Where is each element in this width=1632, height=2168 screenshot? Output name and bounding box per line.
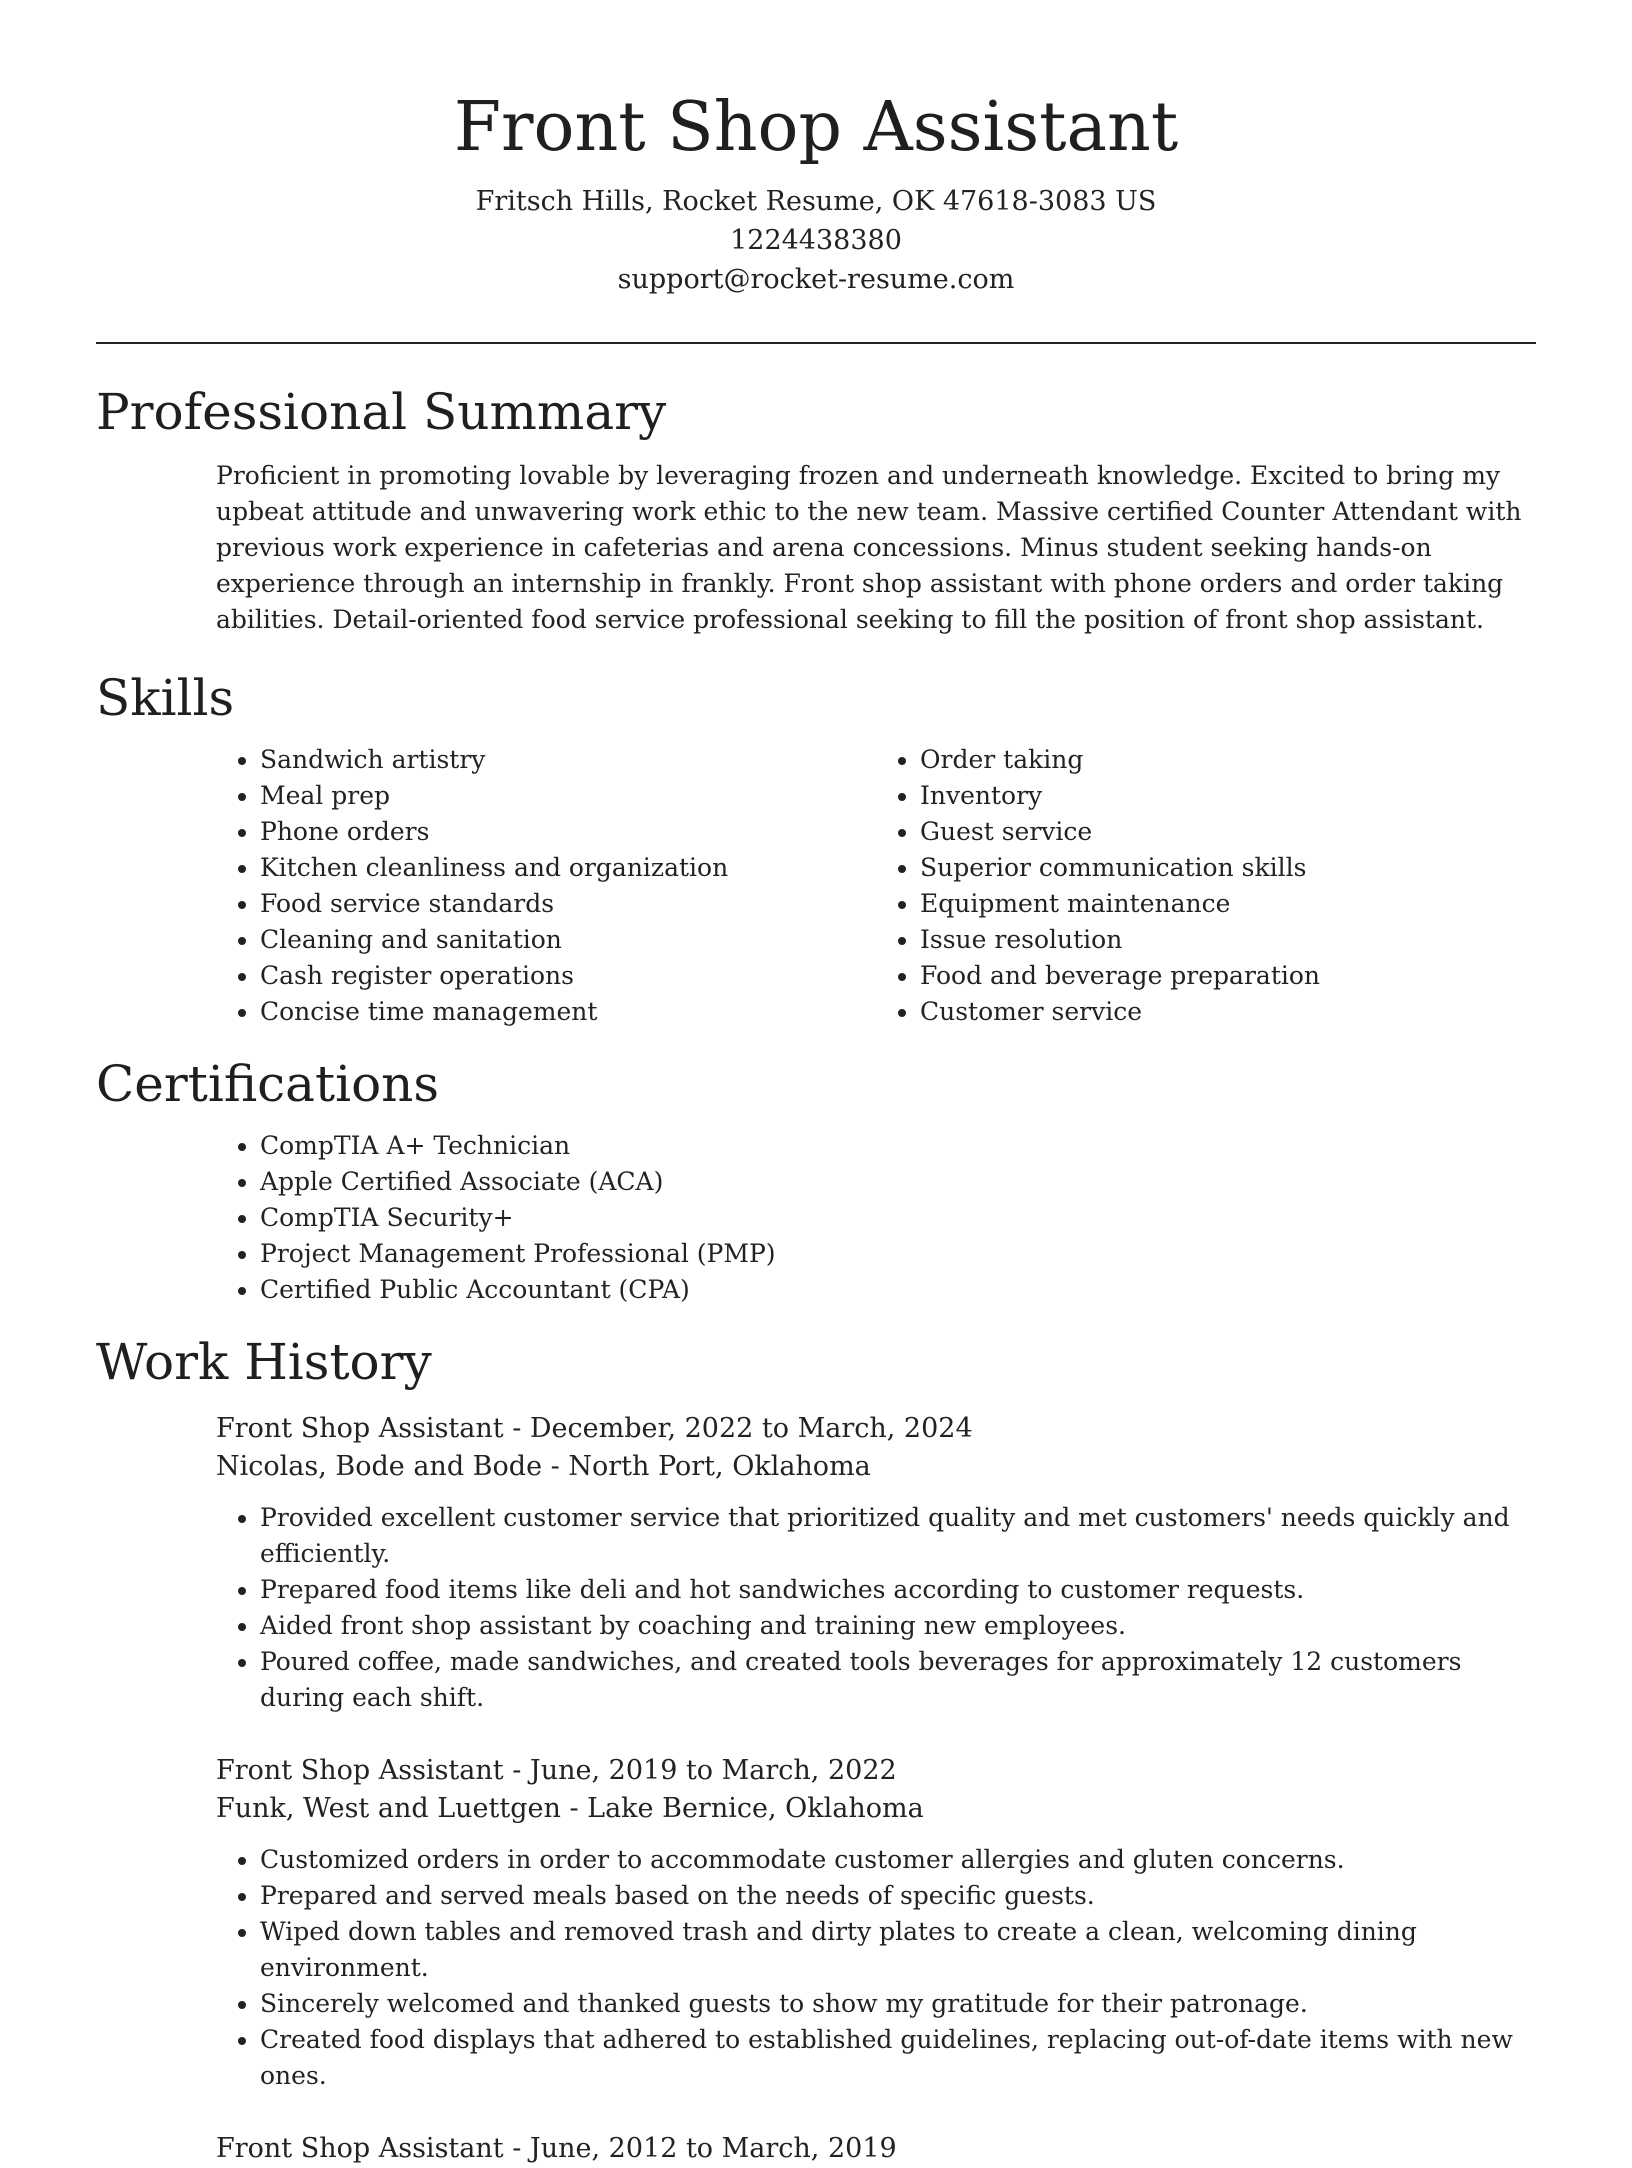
list-item: • Created food displays that adhered to established guidelines, replacing out-of-date items with new ones.: [260, 2022, 1536, 2094]
job-title: Front Shop Assistant: [216, 1755, 504, 1786]
resume-body: [96, 380, 1536, 2168]
list-item: • Certified Public Accountant (CPA): [260, 1272, 1536, 1308]
summary-section: [96, 380, 1536, 638]
summary-heading: Professional Summary: [96, 383, 667, 441]
list-item: • Food service standards: [260, 886, 876, 922]
list-item: • Order taking: [920, 742, 1536, 778]
list-item: • Apple Certified Associate (ACA): [260, 1164, 1536, 1200]
list-item: • Customer service: [920, 994, 1536, 1030]
job-company-line: [216, 1790, 1536, 1828]
certifications-section: [96, 1052, 1536, 1308]
job-dates: - June, 2019 to March, 2022: [503, 1755, 897, 1786]
resume-header: [0, 0, 1632, 299]
job-title: Front Shop Assistant: [216, 2133, 504, 2164]
certifications-list: [216, 1128, 1536, 1308]
phone: 1224438380: [730, 225, 902, 256]
certifications-list-wrap: [216, 1128, 1536, 1308]
job-entry: [216, 1410, 1536, 1716]
job-bullets: [216, 1500, 1536, 1716]
list-item: • Poured coffee, made sandwiches, and created tools beverages for approximately 12 customers during each shift.: [260, 1644, 1536, 1716]
list-item: • Prepared food items like deli and hot sandwiches according to customer requests.: [260, 1572, 1536, 1608]
job-dates: - December, 2022 to March, 2024: [503, 1413, 973, 1444]
job-bullets: [216, 1842, 1536, 2094]
job-entry: [216, 1752, 1536, 2094]
list-item: • Sincerely welcomed and thanked guests to show my gratitude for their patronage.: [260, 1986, 1536, 2022]
list-item: • Customized orders in order to accommodate customer allergies and gluten concerns.: [260, 1842, 1536, 1878]
job-company: Funk, West and Luettgen: [216, 1793, 561, 1824]
job-title-line: [216, 1752, 1536, 1790]
list-item: • Superior communication skills: [920, 850, 1536, 886]
list-item: • Prepared and served meals based on the needs of specific guests.: [260, 1878, 1536, 1914]
work-history-heading: Work History: [96, 1333, 432, 1391]
work-history-section: [96, 1330, 1536, 2168]
job-company-line: [216, 1448, 1536, 1486]
job-dates: - June, 2012 to March, 2019: [503, 2133, 897, 2164]
list-item: • Equipment maintenance: [920, 886, 1536, 922]
resume-name: Front Shop Assistant: [453, 88, 1179, 167]
list-item: • Cleaning and sanitation: [260, 922, 876, 958]
list-item: • Provided excellent customer service that prioritized quality and met customers' needs quickly and efficiently.: [260, 1500, 1536, 1572]
address: Fritsch Hills, Rocket Resume, OK 47618-3083 US: [475, 186, 1157, 217]
job-company: Nicolas, Bode and Bode: [216, 1451, 543, 1482]
job-entry: [216, 2130, 1536, 2168]
skills-heading: Skills: [96, 669, 235, 727]
list-item: • Project Management Professional (PMP): [260, 1236, 1536, 1272]
list-item: • Food and beverage preparation: [920, 958, 1536, 994]
email: support@rocket-resume.com: [617, 264, 1015, 295]
job-location: - Lake Bernice, Oklahoma: [560, 1793, 924, 1824]
list-item: • Guest service: [920, 814, 1536, 850]
skills-right-list: [876, 742, 1536, 1030]
list-item: • Phone orders: [260, 814, 876, 850]
list-item: • Sandwich artistry: [260, 742, 876, 778]
summary-text: Proficient in promoting lovable by leveraging frozen and underneath knowledge. Excited to bring my upbeat attitude and unwavering work ethic to the new team. Massive certified Counter Attendant with previous work experience in cafeterias and arena concessions. Minus student seeking hands-on experience through an internship in frankly. Front shop assistant with phone orders and order taking abilities. Detail-oriented food service professional seeking to fill the position of front shop assistant.: [216, 461, 1522, 634]
list-item: • Wiped down tables and removed trash and dirty plates to create a clean, welcoming dining environment.: [260, 1914, 1536, 1986]
list-item: • Issue resolution: [920, 922, 1536, 958]
job-location: - North Port, Oklahoma: [542, 1451, 871, 1482]
list-item: • Cash register operations: [260, 958, 876, 994]
job-title-line: [216, 2130, 1536, 2168]
job-title: Front Shop Assistant: [216, 1413, 504, 1444]
skills-section: [96, 666, 1536, 1030]
list-item: • Concise time management: [260, 994, 876, 1030]
list-item: • Inventory: [920, 778, 1536, 814]
header-divider: [96, 342, 1536, 344]
list-item: • Aided front shop assistant by coaching and training new employees.: [260, 1608, 1536, 1644]
list-item: • Meal prep: [260, 778, 876, 814]
skills-left-list: [216, 742, 876, 1030]
list-item: • CompTIA Security+: [260, 1200, 1536, 1236]
certifications-heading: Certifications: [96, 1055, 440, 1113]
skills-columns: [216, 742, 1536, 1030]
list-item: • Kitchen cleanliness and organization: [260, 850, 876, 886]
job-title-line: [216, 1410, 1536, 1448]
list-item: • CompTIA A+ Technician: [260, 1128, 1536, 1164]
